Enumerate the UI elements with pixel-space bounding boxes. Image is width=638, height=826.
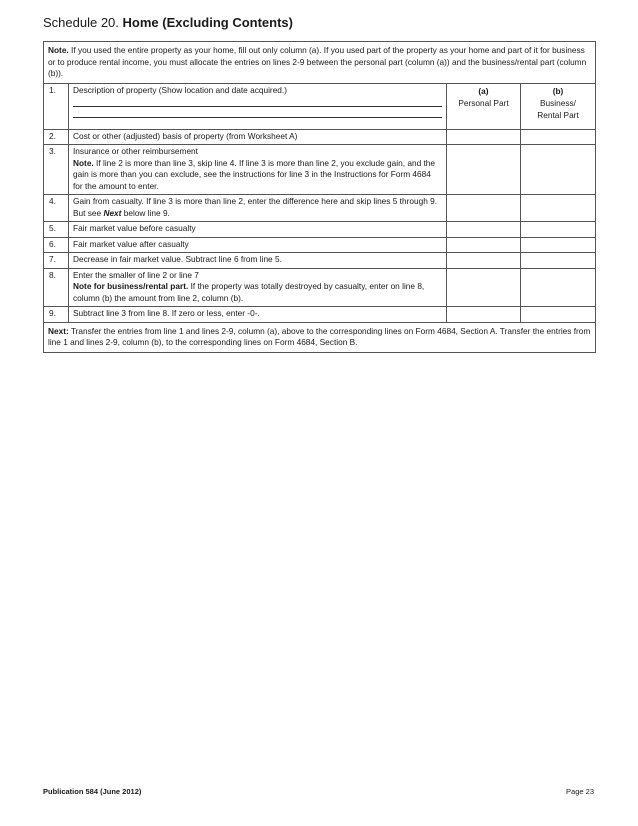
line-1-description [69, 83, 447, 129]
line-7-column-b-field[interactable] [521, 253, 596, 269]
line-4-description [69, 195, 447, 222]
line-number: 4. [44, 195, 69, 222]
column-b-label-2: Rental Part [537, 109, 579, 120]
line-label: Cost or other (adjusted) basis of property (from Worksheet A) [69, 129, 447, 145]
line-6-column-b-field[interactable] [521, 237, 596, 253]
description-input-line-2[interactable] [73, 117, 442, 118]
line-3-row [44, 145, 596, 195]
line-5-row [44, 222, 596, 238]
note-label: Note. [73, 157, 94, 168]
schedule-number: Schedule 20. [43, 15, 119, 30]
line-number: 6. [44, 237, 69, 253]
line-2-column-a-field[interactable] [447, 129, 521, 145]
line-number: 7. [44, 253, 69, 269]
line-label: Description of property (Show location and date acquired.) [73, 84, 287, 95]
line-9-column-b-field[interactable] [521, 307, 596, 323]
line-label: Decrease in fair market value. Subtract line 6 from line 5. [69, 253, 447, 269]
column-b-label-1: Business/ [540, 97, 576, 108]
line-7-row [44, 253, 596, 269]
column-b-letter: (b) [552, 85, 564, 96]
line-6-row [44, 237, 596, 253]
note-label: Note for business/rental part. [73, 281, 189, 291]
line-7-column-a-field[interactable] [447, 253, 521, 269]
line-8-column-b-field[interactable] [521, 268, 596, 307]
schedule-20-table [43, 41, 596, 353]
next-label: Next: [48, 325, 69, 336]
line-number: 8. [44, 268, 69, 307]
line-number: 5. [44, 222, 69, 238]
note-row [44, 42, 596, 84]
line-4-column-b-field[interactable] [521, 195, 596, 222]
note-text: If line 2 is more than line 3, skip line 4. If line 3 is more than line 2, you exclude gain, and the gain is more than you can exclude, see the instructions for line 3 in the Instructions for Form 4684 for the amount to enter. [73, 157, 436, 191]
line-6-column-a-field[interactable] [447, 237, 521, 253]
column-a-label: Personal Part [458, 97, 509, 108]
line-4-row [44, 195, 596, 222]
schedule-name: Home (Excluding Contents) [122, 15, 293, 30]
note-text: If the property was totally destroyed by casualty, enter on line 8, column (b) the amount from line 2, column (b). [73, 281, 425, 303]
line-1-row [44, 83, 596, 129]
column-a-letter: (a) [478, 85, 489, 96]
publication-footer: Publication 584 (June 2012) [43, 787, 142, 796]
line-number: 1. [44, 83, 69, 129]
line-3-description [69, 145, 447, 195]
line-8-note [73, 281, 442, 304]
line-label: Subtract line 3 from line 8. If zero or less, enter -0-. [69, 307, 447, 323]
line-label: Gain from casualty. If line 3 is more than line 2, enter the difference here and skip lines 5 through 9. But see [73, 196, 438, 218]
line-label-tail: below line 9. [121, 207, 170, 218]
line-number: 9. [44, 307, 69, 323]
line-5-column-a-field[interactable] [447, 222, 521, 238]
line-3-note [73, 158, 442, 193]
next-cell [44, 322, 596, 352]
line-2-column-b-field[interactable] [521, 129, 596, 145]
note-text: If you used the entire property as your home, fill out only column (a). If you used part of the property as your home and part of it for business or to produce rental income, you must allocate the entries on lines 2-9 between the personal part (column (a)) and the business/rental part (column (b)). [48, 45, 587, 78]
page-number: Page 23 [566, 787, 594, 796]
line-number: 2. [44, 129, 69, 145]
line-label: Fair market value after casualty [69, 237, 447, 253]
line-5-column-b-field[interactable] [521, 222, 596, 238]
line-8-description [69, 268, 447, 307]
line-9-row [44, 307, 596, 323]
line-8-column-a-field[interactable] [447, 268, 521, 307]
column-b-header [521, 83, 596, 129]
line-label: Enter the smaller of line 2 or line 7 [73, 269, 199, 280]
next-reference: Next [103, 207, 122, 218]
line-label: Fair market value before casualty [69, 222, 447, 238]
next-text: Transfer the entries from line 1 and lines 2-9, column (a), above to the corresponding lines on Form 4684, Section A. Transfer the entries from line 1 and lines 2-9, column (b), to the corresponding lines on Form 4684, Section B. [48, 325, 591, 347]
line-label: Insurance or other reimbursement [73, 146, 198, 156]
line-2-row [44, 129, 596, 145]
note-cell [44, 42, 596, 84]
line-8-row [44, 268, 596, 307]
column-a-header [447, 83, 521, 129]
schedule-title [43, 15, 293, 30]
line-number: 3. [44, 145, 69, 195]
line-9-column-a-field[interactable] [447, 307, 521, 323]
note-label: Note. [48, 45, 69, 55]
line-4-column-a-field[interactable] [447, 195, 521, 222]
line-3-column-a-field[interactable] [447, 145, 521, 195]
next-row [44, 322, 596, 352]
line-3-column-b-field[interactable] [521, 145, 596, 195]
